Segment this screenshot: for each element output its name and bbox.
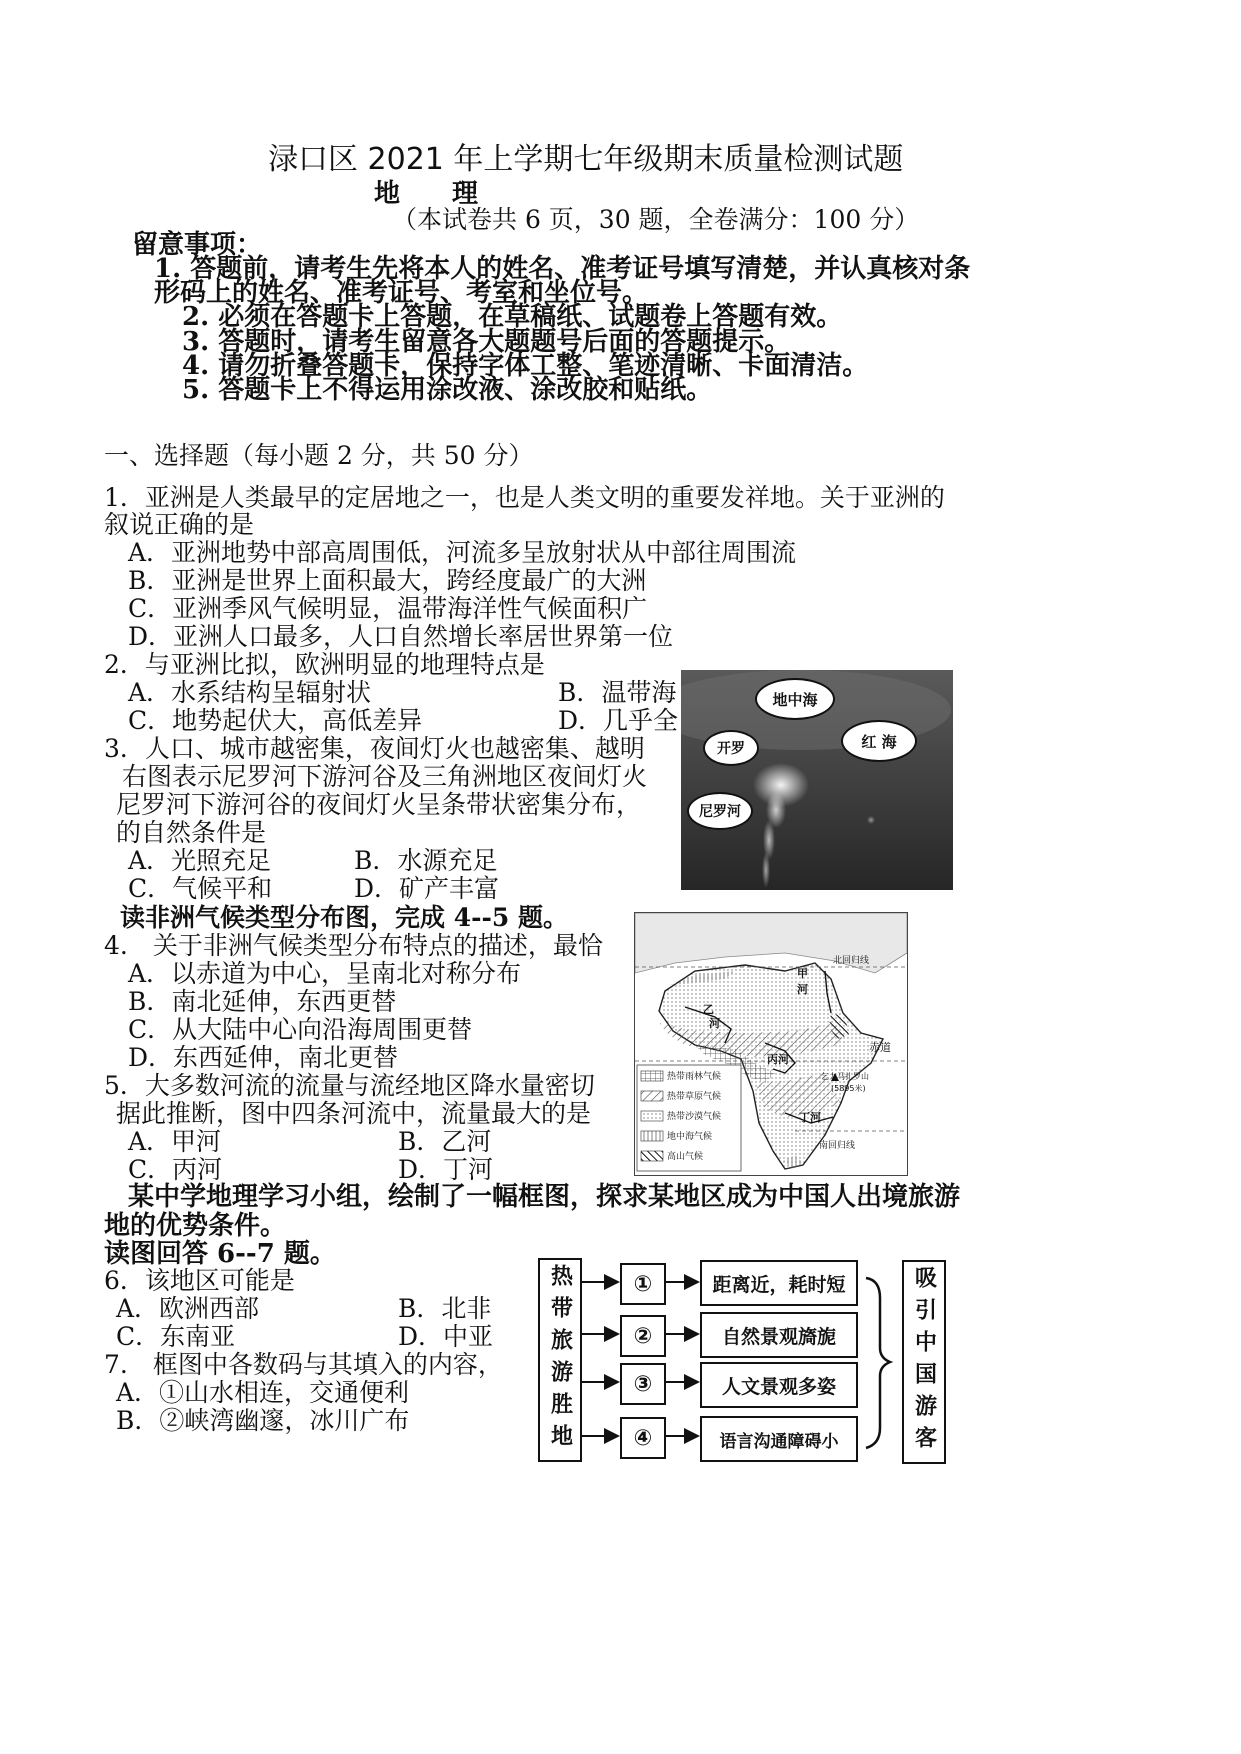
kilimanjaro-height: (5895米) [831, 1084, 866, 1093]
subject-title: 地 理 [374, 179, 479, 209]
notes-heading: 留意事项： [132, 230, 263, 260]
question-stem: 6．该地区可能是 [104, 1266, 295, 1295]
question-stem: 据此推断，图中四条河流中，流量最大的是 [116, 1099, 592, 1128]
callout-nile: 尼罗河 [687, 792, 753, 830]
option: A．光照充足 [128, 846, 272, 875]
option: B．北非 [398, 1294, 492, 1323]
legend-item: 高山气候 [667, 1152, 704, 1162]
flow-item-box: 自然景观旖旎 [700, 1312, 858, 1358]
section-intro: 地的优势条件。 [104, 1211, 287, 1241]
kilimanjaro-label: 乞力马扎罗山 [821, 1072, 869, 1081]
equator-label: 赤道 [869, 1041, 891, 1054]
question-stem: 7. 框图中各数码与其填入的内容， [104, 1350, 503, 1379]
option: B．南北延伸，东西更替 [128, 987, 397, 1016]
question-stem: 右图表示尼罗河下游河谷及三角洲地区夜间灯火 [122, 762, 648, 791]
question-stem: 的自然条件是 [116, 818, 267, 847]
note-item: 2. 必须在答题卡上答题，在草稿纸、试题卷上答题有效。 [182, 302, 843, 332]
question-stem: 1．亚洲是人类最早的定居地之一，也是人类文明的重要发祥地。关于亚洲的 [104, 483, 945, 512]
question-stem: 3．人口、城市越密集，夜间灯火也越密集、越明 [104, 734, 645, 763]
river-yi-label-2: 河 [709, 1017, 720, 1030]
question-stem: 叙说正确的是 [104, 510, 255, 539]
question-stem: 2．与亚洲比拟，欧洲明显的地理特点是 [104, 650, 545, 679]
option: B．水源充足 [354, 846, 498, 875]
option: B．乙河 [398, 1127, 492, 1156]
option: D．矿产丰富 [354, 874, 500, 903]
flow-right-box: 吸引中国游客 [902, 1260, 946, 1464]
legend-item: 热带草原气候 [667, 1092, 722, 1102]
flow-diagram [538, 1258, 958, 1464]
legend-item: 地中海气候 [667, 1132, 713, 1142]
option: D．亚洲人口最多，人口自然增长率居世界第一位 [128, 622, 674, 651]
section-intro: 读非洲气候类型分布图，完成 4--5 题。 [120, 903, 568, 932]
note-item: 3. 答题时，请考生留意各大题题号后面的答题提示。 [182, 327, 791, 357]
callout-red-sea: 红 海 [841, 720, 917, 762]
question-stem: 4. 关于非洲气候类型分布特点的描述，最恰 [104, 931, 603, 960]
section-intro: 某中学地理学习小组，绘制了一幅框图，探求某地区成为中国人出境旅游 [128, 1182, 961, 1212]
legend-item: 热带雨林气候 [667, 1072, 722, 1082]
note-item: 4. 请勿折叠答题卡，保持字体工整、笔迹清晰、卡面清洁。 [182, 351, 869, 381]
river-yi-label: 乙 [703, 1003, 714, 1016]
option: D．几乎全 [558, 706, 679, 735]
note-item: 5. 答题卡上不得运用涂改液、涂改胶和贴纸。 [182, 375, 713, 405]
question-stem: 5．大多数河流的流量与流经地区降水量密切 [104, 1071, 595, 1100]
flow-left-box: 热带旅游胜地 [538, 1258, 582, 1462]
flow-item-box: 距离近，耗时短 [700, 1260, 858, 1306]
legend-item: 热带沙漠气候 [667, 1112, 722, 1122]
river-bing-label: 丙河 [767, 1053, 789, 1066]
flow-item-box: 语言沟通障碍小 [700, 1416, 858, 1462]
flow-num-box: ③ [620, 1363, 666, 1405]
option: D．东西延伸，南北更替 [128, 1043, 399, 1072]
option: A．甲河 [128, 1127, 222, 1156]
option: C．地势起伏大，高低差异 [128, 706, 423, 735]
note-item: 1. 答题前，请考生先将本人的姓名、准考证号填写清楚，并认真核对条 [154, 254, 971, 284]
option: A．①山水相连，交通便利 [116, 1378, 410, 1407]
question-stem: 尼罗河下游河谷的夜间灯火呈条带状密集分布， [116, 790, 642, 819]
flow-num-box: ① [620, 1263, 666, 1305]
option: C．亚洲季风气候明显，温带海洋性气候面积广 [128, 594, 648, 623]
option: A．以赤道为中心，呈南北对称分布 [128, 959, 522, 988]
tropic-north-label: 北回归线 [833, 956, 870, 966]
exam-meta: （本试卷共 6 页，30 题，全卷满分：100 分） [392, 205, 920, 234]
option: B．②峡湾幽邃，冰川广布 [116, 1406, 410, 1435]
river-ding-label: 丁河 [799, 1111, 821, 1124]
africa-climate-map [634, 912, 908, 1176]
flow-num-box: ④ [620, 1417, 666, 1459]
callout-cairo: 开罗 [703, 730, 759, 766]
option: C．从大陆中心向沿海周围更替 [128, 1015, 473, 1044]
tropic-south-label: 南回归线 [819, 1141, 856, 1151]
option: C．东南亚 [116, 1322, 236, 1351]
nile-night-photo [681, 670, 953, 890]
option: A．水系结构呈辐射状 [128, 678, 372, 707]
option: C．气候平和 [128, 874, 273, 903]
river-jia-label: 甲 [797, 967, 808, 980]
callout-mediterranean: 地中海 [755, 678, 835, 720]
page-title: 渌口区 2021 年上学期七年级期末质量检测试题 [268, 142, 904, 177]
option: A．亚洲地势中部高周围低，河流多呈放射状从中部往周围流 [128, 538, 797, 567]
section-intro: 读图回答 6--7 题。 [104, 1239, 336, 1269]
note-item: 形码上的姓名、准考证号、考室和坐位号。 [154, 278, 649, 308]
option: B．亚洲是世界上面积最大，跨经度最广的大洲 [128, 566, 647, 595]
flow-item-box: 人文景观多姿 [700, 1362, 858, 1408]
flow-num-box: ② [620, 1315, 666, 1357]
option: A．欧洲西部 [116, 1294, 260, 1323]
river-jia-label-2: 河 [797, 983, 808, 996]
option: D．中亚 [398, 1322, 494, 1351]
option: B．温带海 [558, 678, 677, 707]
option: C．丙河 [128, 1155, 223, 1184]
option: D．丁河 [398, 1155, 494, 1184]
section-heading: 一、选择题（每小题 2 分，共 50 分） [104, 441, 534, 470]
